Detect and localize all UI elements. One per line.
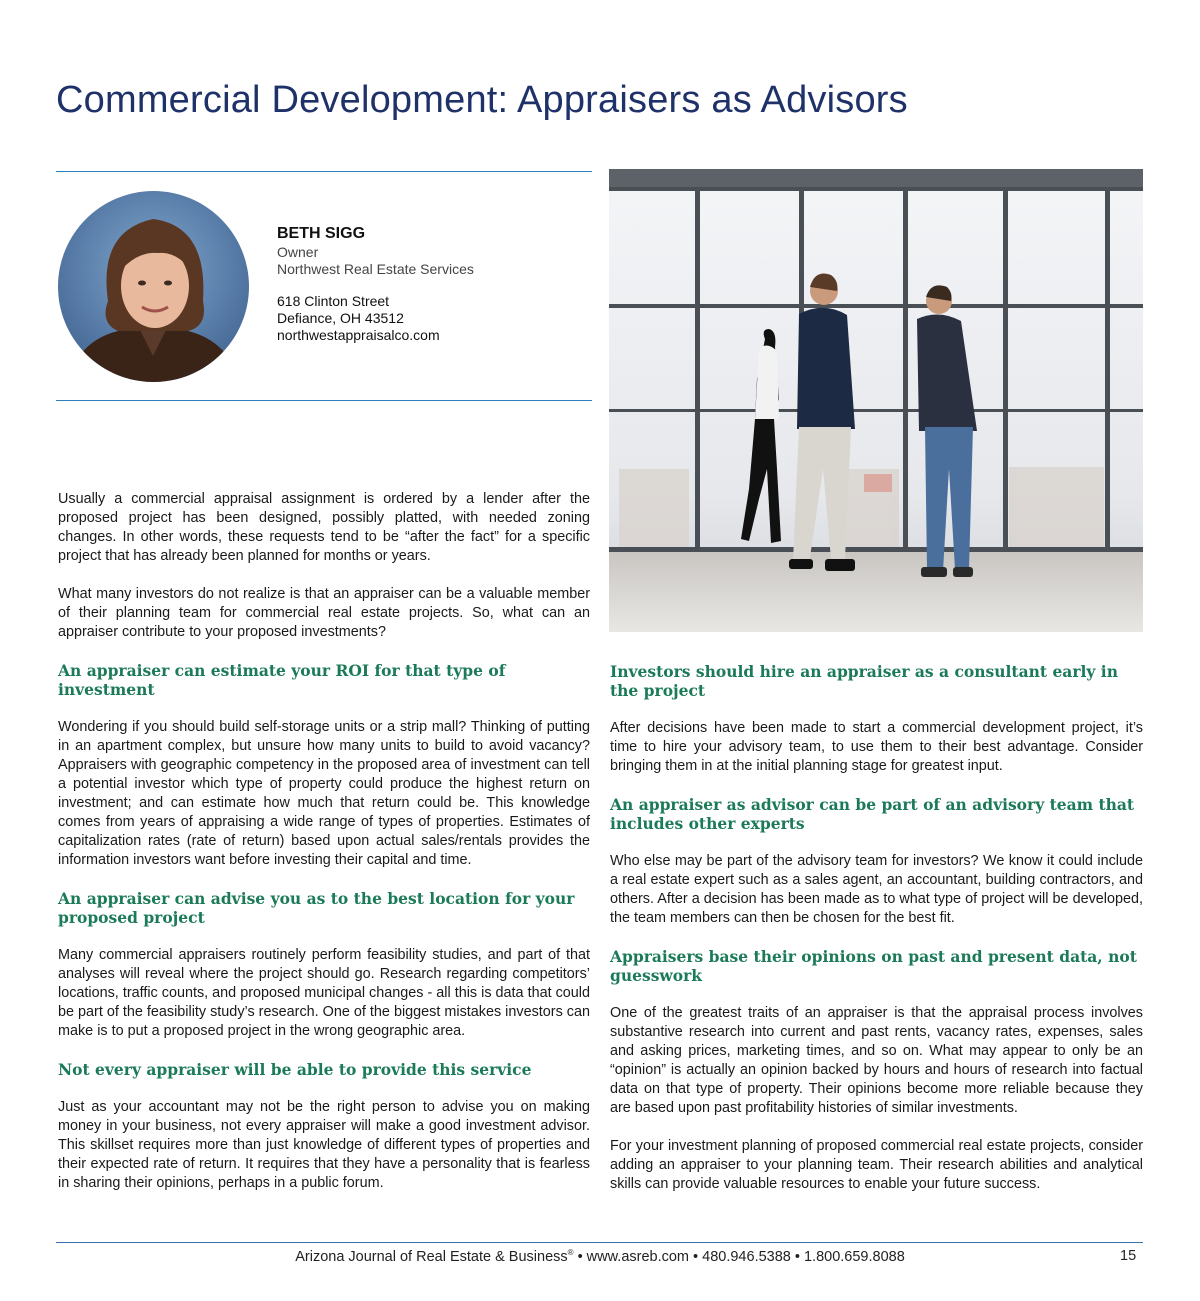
question-paragraph: What many investors do not realize is that an appraiser can be a valuable member of their planning team for commercial real estate projects. So, what can an appraiser contribute to your proposed investments?: [58, 586, 590, 640]
left-column: [58, 490, 590, 1212]
location-heading: An appraiser can advise you as to the best location for your proposed project: [58, 889, 575, 927]
advisory-team-paragraph: Who else may be part of the advisory team for investors? We know it could include a real estate expert such as a sales agent, an accountant, building contractors, and others. After a decision has been made as to what type of project will be developed, the team members can then be chosen for the best fit.: [610, 853, 1143, 926]
conclusion-paragraph: For your investment planning of proposed commercial real estate projects, consider adding an appraiser to your planning team. Their research abilities and analytical skills can provide valuable resources to enable your future success.: [610, 1138, 1143, 1192]
bottom-divider: [56, 400, 592, 401]
author-photo: [58, 191, 249, 382]
intro-paragraph: Usually a commercial appraisal assignment is ordered by a lender after the proposed project has been designed, possibly platted, with needed zoning changes. In other words, these requests tend to be “after the fact” for a specific project that has already been planned for months or years.: [58, 491, 590, 564]
roi-heading: An appraiser can estimate your ROI for that type of investment: [58, 661, 506, 699]
registered-mark: ®: [567, 1248, 574, 1257]
author-city: Defiance, OH 43512: [277, 310, 404, 326]
advisory-team-heading: An appraiser as advisor can be part of an advisory team that includes other experts: [610, 795, 1135, 833]
author-role: Owner: [277, 244, 319, 260]
location-paragraph: Many commercial appraisers routinely perform feasibility studies, and part of that analyses will reveal where the project should go. Research regarding competitors’ locations, traffic counts, and proposed municipal changes - all this is data that could be part of the feasibility study’s research. One of the biggest mistakes investors can make is to put a proposed project in the wrong geographic area.: [58, 947, 590, 1039]
data-heading: Appraisers base their opinions on past and present data, not guesswork: [610, 947, 1137, 985]
footer-contact: • www.asreb.com • 480.946.5388 • 1.800.659.8088: [573, 1248, 905, 1265]
author-website[interactable]: northwestappraisalco.com: [277, 327, 440, 343]
footer-divider: [56, 1242, 1143, 1243]
footer: [0, 1248, 1200, 1265]
top-divider: [56, 171, 592, 172]
author-name: BETH SIGG: [277, 225, 366, 242]
not-every-appraiser-paragraph: Just as your accountant may not be the right person to advise you on making money in your business, not every appraiser will make a good investment advisor. This skillset requires more than just knowledge of different types of properties and their expected rate of return. It requires that they have a personality that is fearless in sharing their opinions, perhaps in a public forum.: [58, 1099, 590, 1191]
roi-paragraph: Wondering if you should build self-storage units or a strip mall? Thinking of putting in an apartment complex, but unsure how many units to build to avoid vacancy? Appraisers with geographic competency in the proposed area of investment can tell a potential investor which type of property could produce the highest return on investment; and can estimate how much that return could be. This knowledge comes from years of appraising a wide range of types of properties. Estimates of capitalization rates (rate of return) based upon actual sales/rentals provides the information investors want before investing their capital and time.: [58, 719, 590, 868]
office-photo: [609, 169, 1143, 632]
data-paragraph: One of the greatest traits of an appraiser is that the appraisal process involves substantive research into current and past rents, vacancy rates, expenses, sales and asking prices, marketing times, and so on. What may appear to only be an “opinion” is actually an opinion backed by hours and hours of research into factual data on that type of property. Their opinions become more reliable because they are based upon past profitability histories of similar investments.: [610, 1005, 1143, 1116]
consultant-paragraph: After decisions have been made to start a commercial development project, it’s time to hire your advisory team, to use them to their best advantage. Consider bringing them in at the initial planning stage for greatest input.: [610, 720, 1143, 774]
author-company: Northwest Real Estate Services: [277, 261, 474, 277]
not-every-appraiser-heading: Not every appraiser will be able to provide this service: [58, 1060, 532, 1079]
author-info: [277, 224, 474, 344]
journal-name: Arizona Journal of Real Estate & Business: [295, 1248, 568, 1265]
page-number: 15: [1120, 1248, 1137, 1264]
page-title: Commercial Development: Appraisers as Advisors: [56, 79, 908, 122]
consultant-heading: Investors should hire an appraiser as a consultant early in the project: [610, 662, 1118, 700]
right-column: [610, 662, 1143, 1213]
author-street: 618 Clinton Street: [277, 293, 390, 309]
